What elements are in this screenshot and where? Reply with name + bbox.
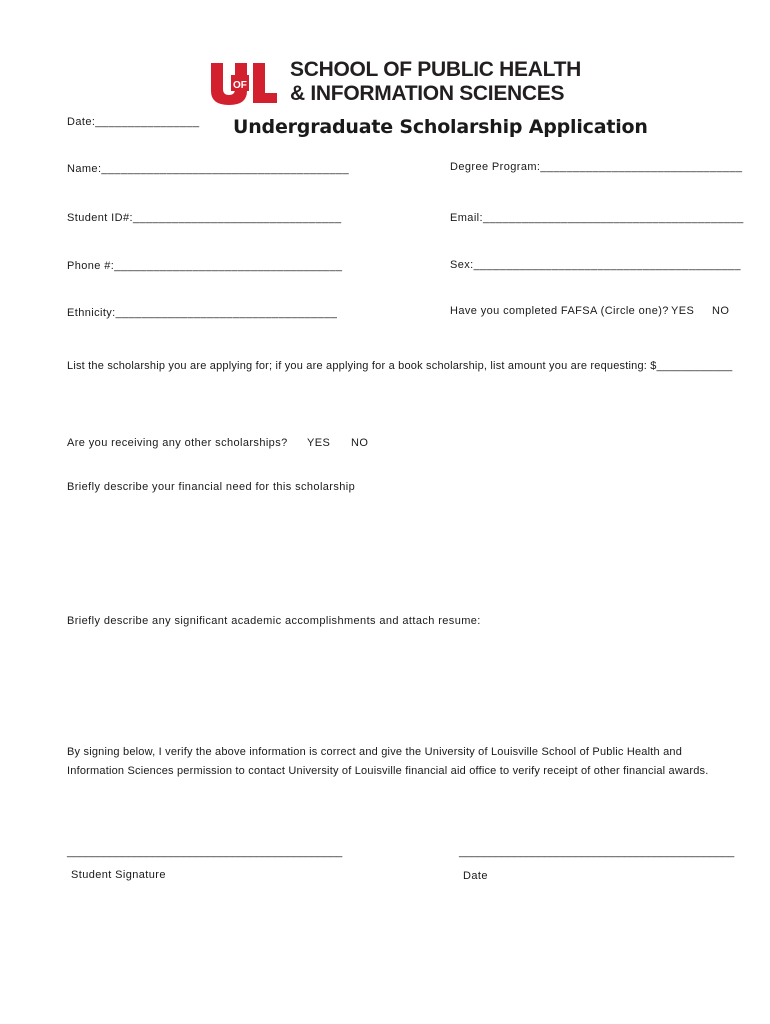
- fafsa-question: Have you completed FAFSA (Circle one)?: [450, 305, 669, 317]
- fafsa-yes-option[interactable]: YES: [671, 305, 695, 317]
- date-signature-line[interactable]: _____________________________________________: [459, 846, 735, 858]
- student-signature-line[interactable]: _____________________________________________: [67, 846, 343, 858]
- other-scholarships-no-option[interactable]: NO: [351, 437, 369, 449]
- date-label: Date: [463, 870, 488, 882]
- page-title: Undergraduate Scholarship Application: [233, 116, 648, 138]
- degree-program-field[interactable]: Degree Program:_______________________________: [450, 161, 743, 173]
- phone-field[interactable]: Phone #:___________________________________: [67, 260, 343, 272]
- uofl-logo: [209, 61, 281, 105]
- other-scholarships-question: Are you receiving any other scholarships?: [67, 437, 288, 449]
- financial-need-question: Briefly describe your financial need for this scholarship: [67, 481, 356, 493]
- student-signature-label: Student Signature: [71, 869, 166, 881]
- svg-text:OF: OF: [233, 80, 247, 91]
- verification-statement: By signing below, I verify the above information is correct and give the University of Louisville School of Public Health and Information Sciences permission to contact University of Louisville financial aid office to verify receipt of other financial awards.: [67, 746, 709, 777]
- sex-field[interactable]: Sex:_________________________________________: [450, 259, 741, 271]
- school-name: [290, 58, 581, 106]
- school-name-line2: & INFORMATION SCIENCES: [290, 82, 565, 105]
- date-field[interactable]: Date:________________: [67, 116, 200, 128]
- scholarship-question[interactable]: List the scholarship you are applying for; if you are applying for a book scholarship, list amount you are requesting: $____________: [67, 360, 733, 372]
- name-field[interactable]: Name:______________________________________: [67, 163, 350, 175]
- student-id-field[interactable]: Student ID#:________________________________: [67, 212, 342, 224]
- school-name-line1: SCHOOL OF PUBLIC HEALTH: [290, 58, 581, 81]
- ethnicity-field[interactable]: Ethnicity:__________________________________: [67, 307, 338, 319]
- other-scholarships-yes-option[interactable]: YES: [307, 437, 331, 449]
- fafsa-no-option[interactable]: NO: [712, 305, 730, 317]
- email-field[interactable]: Email:________________________________________: [450, 212, 744, 224]
- accomplishments-question: Briefly describe any significant academic accomplishments and attach resume:: [67, 615, 481, 627]
